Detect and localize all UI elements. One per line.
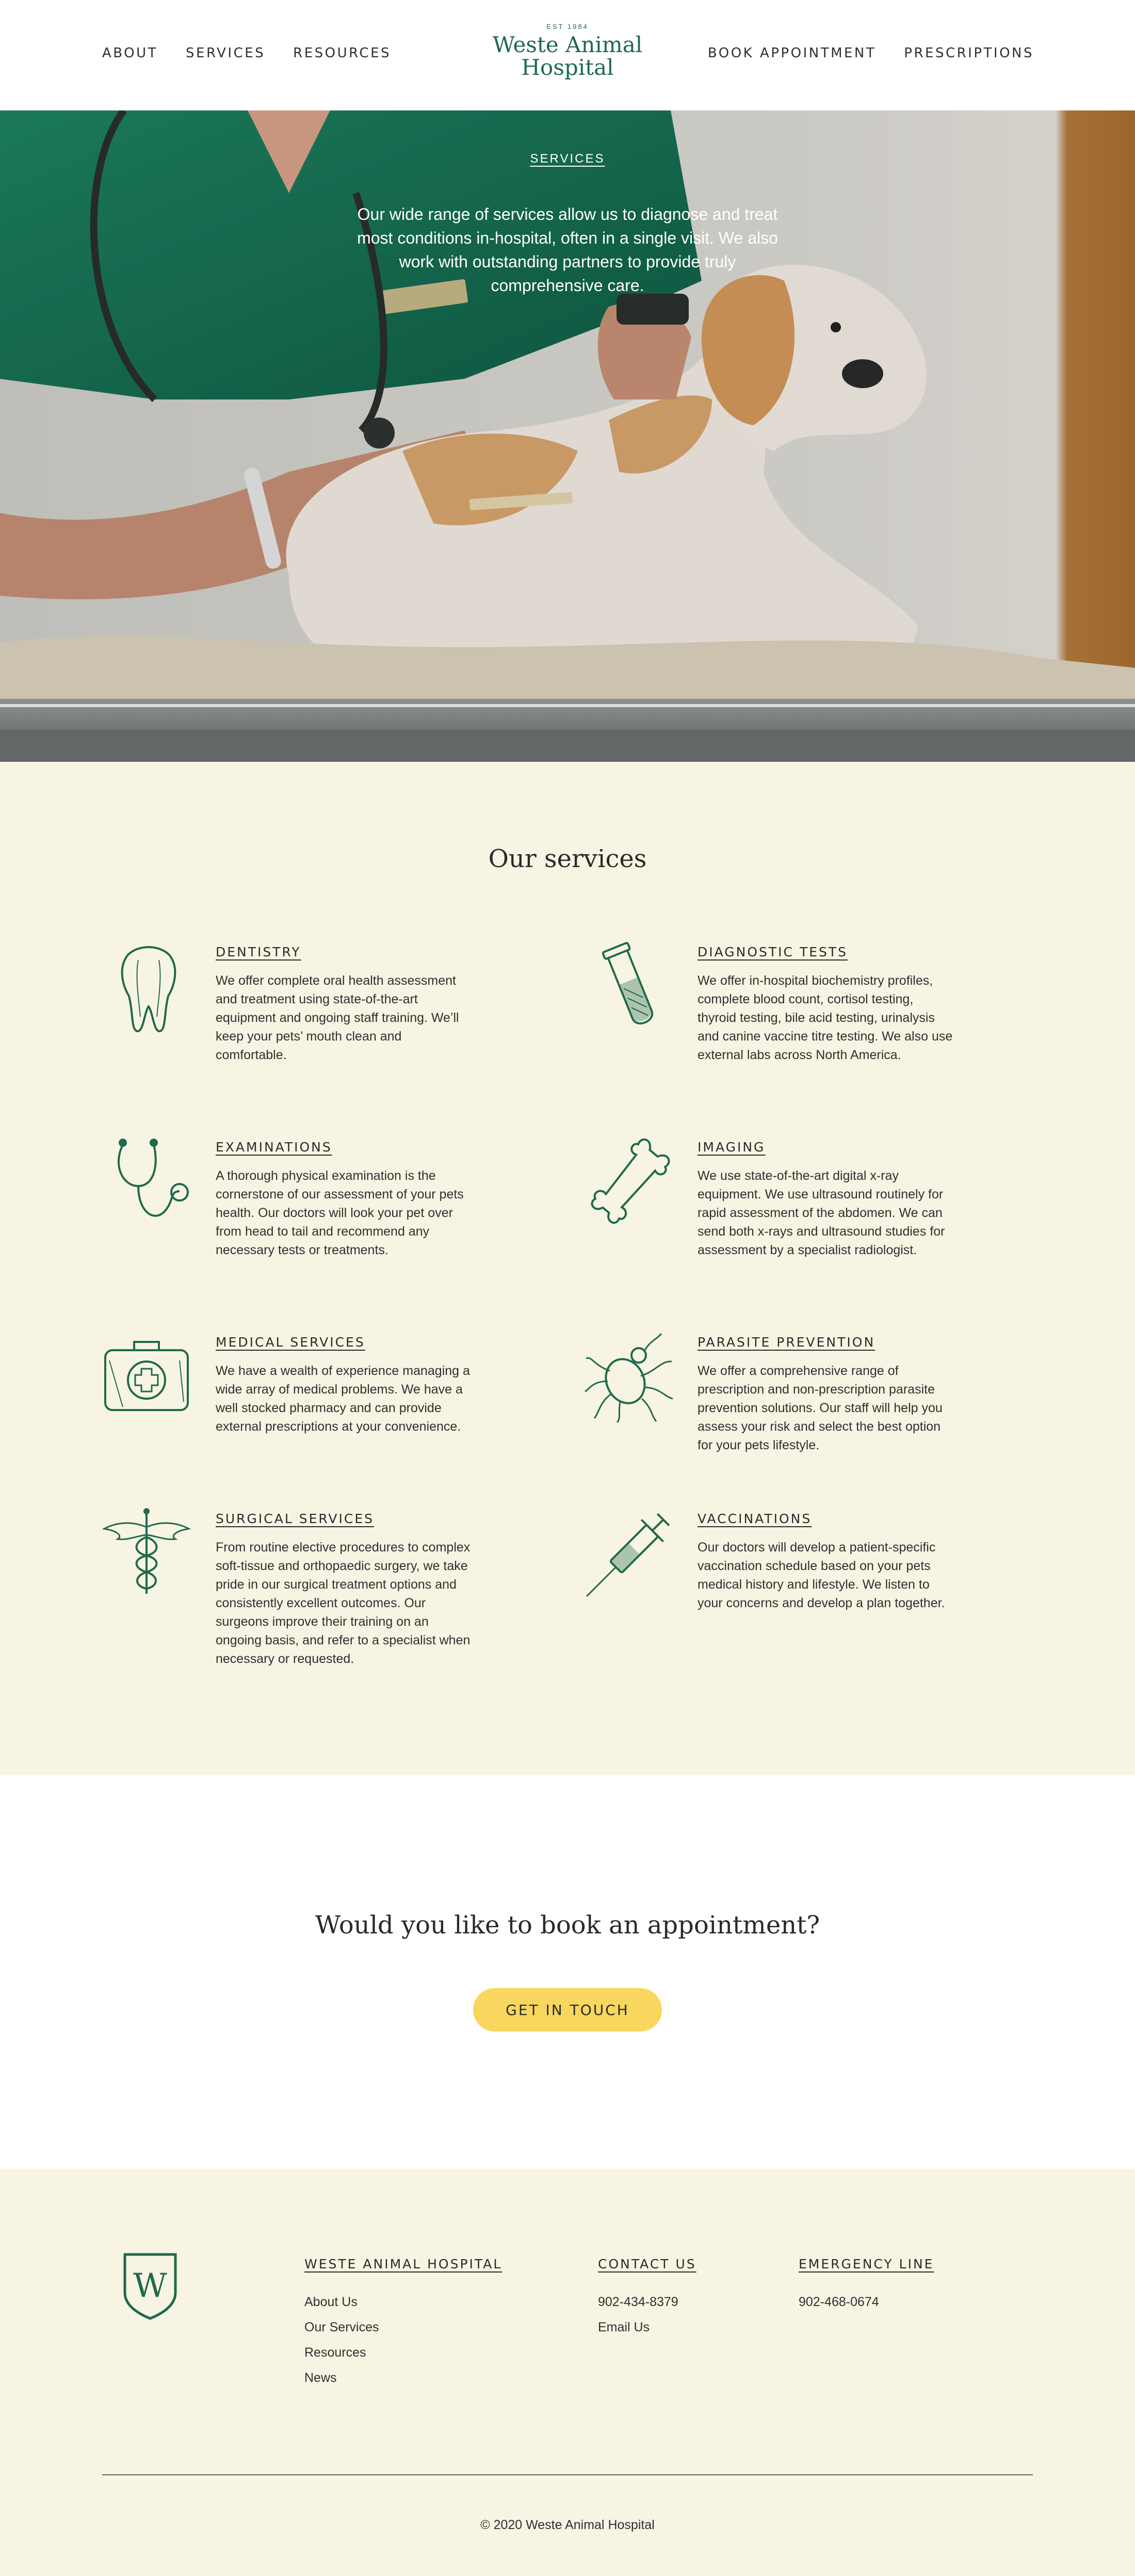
service-title[interactable]: DIAGNOSTIC TESTS xyxy=(698,945,848,959)
medical-kit-icon xyxy=(102,1330,195,1422)
hero-lead-text: Our wide range of services allow us to diagnose and treat most conditions in-hospital, often in a single visit. We also work with outstanding partners to provide truly comprehensive care. xyxy=(357,205,778,295)
service-title[interactable]: EXAMINATIONS xyxy=(216,1140,332,1155)
service-title[interactable]: MEDICAL SERVICES xyxy=(216,1335,365,1350)
footer-divider xyxy=(102,2474,1033,2475)
nav-services[interactable]: SERVICES xyxy=(186,45,266,61)
shield-logo-icon[interactable] xyxy=(122,2251,179,2321)
hero-tag: SERVICES xyxy=(530,152,605,166)
nav-prescriptions[interactable]: PRESCRIPTIONS xyxy=(904,45,1034,61)
get-in-touch-button[interactable]: GET IN TOUCH xyxy=(473,1988,662,2031)
nav-about[interactable]: ABOUT xyxy=(102,45,158,61)
appointment-cta xyxy=(0,1775,1135,2169)
appointment-title: Would you like to book an appointment? xyxy=(315,1911,820,1940)
tooth-icon xyxy=(102,939,195,1032)
site-header xyxy=(0,0,1135,110)
service-description: We use state-of-the-art digital x-ray equipment. We use ultrasound routinely for rapid assessment of the abdomen. We can send both x-rays and ultrasound studies for assessment by a specialist radiologist. xyxy=(698,1169,945,1257)
footer-col-hospital xyxy=(304,2257,502,2395)
primary-nav-left xyxy=(102,45,391,61)
primary-nav-right xyxy=(708,45,1034,61)
syringe-icon xyxy=(584,1506,677,1599)
footer-link-services[interactable]: Our Services xyxy=(304,2320,379,2334)
footer-col-title: EMERGENCY LINE xyxy=(799,2257,934,2271)
hero-banner xyxy=(0,110,1135,762)
service-description: We offer in-hospital biochemistry profiles, complete blood count, cortisol testing, thyroid testing, bile acid testing, urinalysis and canine vaccine titre testing. We also use external labs across North America. xyxy=(698,973,953,1062)
service-title[interactable]: IMAGING xyxy=(698,1140,766,1155)
services-section xyxy=(0,762,1135,1775)
bone-icon xyxy=(584,1134,677,1227)
service-title[interactable]: DENTISTRY xyxy=(216,945,301,959)
service-description: We offer a comprehensive range of prescription and non-prescription parasite prevention solutions. Our staff will help you assess your risk and select the best option for your pets lifestyle. xyxy=(698,1364,943,1452)
footer-link-about[interactable]: About Us xyxy=(304,2295,358,2309)
tick-icon xyxy=(584,1330,677,1422)
footer-col-title: WESTE ANIMAL HOSPITAL xyxy=(304,2257,502,2271)
footer-link-phone[interactable]: 902-434-8379 xyxy=(598,2295,678,2309)
site-logo[interactable] xyxy=(464,23,671,79)
service-description: We offer complete oral health assessment and treatment using state-of-the-art equipment and ongoing staff training. We’ll keep your pets’ mouth clean and comfortable. xyxy=(216,973,459,1062)
logo-name-line1: Weste Animal xyxy=(492,32,643,57)
service-description: A thorough physical examination is the cornerstone of our assessment of your pets health. Our doctors will look your pet over from head to tail and recommend any necessary tests or treatments. xyxy=(216,1169,464,1257)
footer-link-resources[interactable]: Resources xyxy=(304,2345,366,2360)
footer-link-emergency-phone[interactable]: 902-468-0674 xyxy=(799,2295,879,2309)
service-title[interactable]: SURGICAL SERVICES xyxy=(216,1511,374,1526)
test-tube-icon xyxy=(584,939,677,1032)
footer-col-contact xyxy=(598,2257,696,2345)
copyright: © 2020 Weste Animal Hospital xyxy=(480,2518,655,2532)
service-description: Our doctors will develop a patient-specific vaccination schedule based on your pets medical history and lifestyle. We listen to your concerns and develop a plan together. xyxy=(698,1540,945,1610)
service-description: From routine elective procedures to complex soft-tissue and orthopaedic surgery, we take pride in our surgical treatment options and consistently excellent outcomes. Our surgeons improve their training on an ongoing basis, and refer to a specialist when necessary or requested. xyxy=(216,1540,471,1666)
service-title[interactable]: PARASITE PREVENTION xyxy=(698,1335,875,1350)
site-footer xyxy=(0,2169,1135,2576)
service-title[interactable]: VACCINATIONS xyxy=(698,1511,812,1526)
logo-est: EST 1984 xyxy=(546,23,589,30)
nav-book-appointment[interactable]: BOOK APPOINTMENT xyxy=(707,45,877,61)
shield-letter: W xyxy=(133,2267,167,2305)
footer-col-title: CONTACT US xyxy=(598,2257,696,2271)
nav-resources[interactable]: RESOURCES xyxy=(293,45,392,61)
caduceus-icon xyxy=(102,1506,195,1599)
logo-name-line2: Hospital xyxy=(521,55,614,80)
footer-link-news[interactable]: News xyxy=(304,2371,337,2385)
service-description: We have a wealth of experience managing a wide array of medical problems. We have a well stocked pharmacy and can provide external prescriptions at your convenience. xyxy=(216,1364,470,1434)
services-title: Our services xyxy=(488,844,647,873)
footer-col-emergency xyxy=(799,2257,934,2319)
footer-link-email[interactable]: Email Us xyxy=(598,2320,650,2334)
stethoscope-icon xyxy=(102,1134,195,1227)
